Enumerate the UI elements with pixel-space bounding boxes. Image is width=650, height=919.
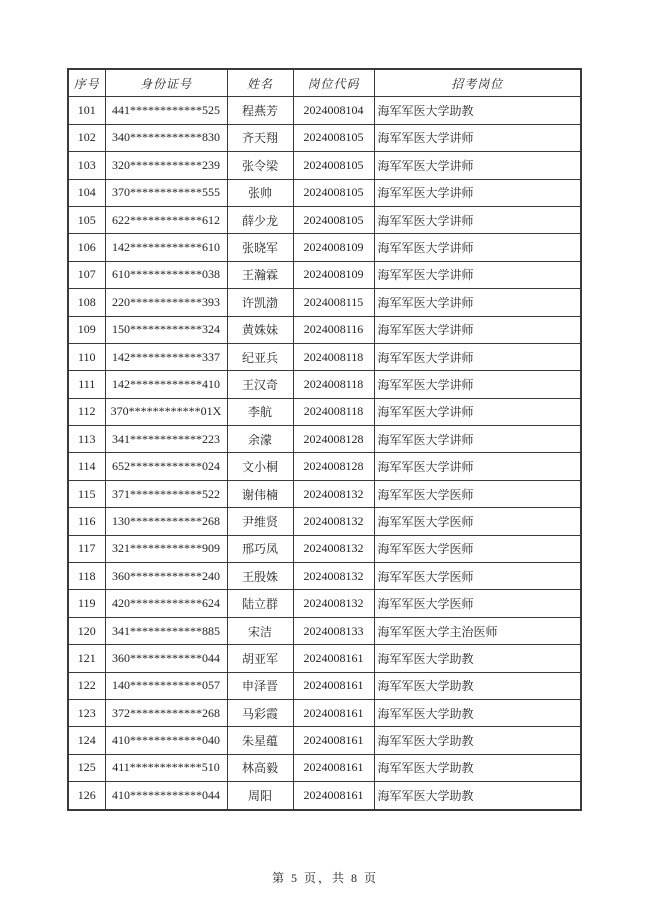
job-code-cell: 2024008109	[293, 261, 374, 288]
position-cell: 海军军医大学医师	[374, 590, 581, 617]
position-cell: 海军军医大学讲师	[374, 398, 581, 425]
job-code-cell: 2024008118	[293, 398, 374, 425]
id-number-cell: 142************610	[105, 234, 227, 261]
serial-column-header: 序号	[68, 69, 105, 97]
serial-cell: 126	[68, 782, 105, 810]
name-cell: 张晓军	[227, 234, 293, 261]
job-code-cell: 2024008118	[293, 371, 374, 398]
position-cell: 海军军医大学讲师	[374, 426, 581, 453]
table-row	[68, 782, 581, 810]
job-code-cell: 2024008161	[293, 699, 374, 726]
serial-cell: 115	[68, 480, 105, 507]
table-row	[68, 590, 581, 617]
table-body	[68, 97, 581, 810]
job-code-cell: 2024008105	[293, 206, 374, 233]
name-cell: 余濛	[227, 426, 293, 453]
position-cell: 海军军医大学讲师	[374, 343, 581, 370]
job-code-cell: 2024008132	[293, 563, 374, 590]
serial-cell: 117	[68, 535, 105, 562]
serial-cell: 119	[68, 590, 105, 617]
serial-cell: 107	[68, 261, 105, 288]
job-code-cell: 2024008161	[293, 645, 374, 672]
job-code-cell: 2024008116	[293, 316, 374, 343]
id-number-cell: 360************240	[105, 563, 227, 590]
job-code-cell: 2024008118	[293, 343, 374, 370]
table-row	[68, 645, 581, 672]
id-number-cell: 411************510	[105, 754, 227, 781]
job-code-cell: 2024008128	[293, 453, 374, 480]
job-code-cell: 2024008132	[293, 590, 374, 617]
name-cell: 申泽晋	[227, 672, 293, 699]
id-number-cell: 371************522	[105, 480, 227, 507]
name-cell: 陆立群	[227, 590, 293, 617]
table-row	[68, 535, 581, 562]
table-row	[68, 234, 581, 261]
id-number-cell: 320************239	[105, 152, 227, 179]
job-code-cell: 2024008105	[293, 179, 374, 206]
position-cell: 海军军医大学助教	[374, 782, 581, 810]
name-cell: 马彩霞	[227, 699, 293, 726]
name-cell: 齐天翔	[227, 124, 293, 151]
position-cell: 海军军医大学医师	[374, 508, 581, 535]
name-cell: 林高毅	[227, 754, 293, 781]
position-cell: 海军军医大学讲师	[374, 179, 581, 206]
serial-cell: 121	[68, 645, 105, 672]
name-cell: 谢伟楠	[227, 480, 293, 507]
job-code-cell: 2024008104	[293, 97, 374, 124]
serial-cell: 114	[68, 453, 105, 480]
name-cell: 许凯渤	[227, 289, 293, 316]
job-code-cell: 2024008161	[293, 782, 374, 810]
job-code-cell: 2024008105	[293, 124, 374, 151]
id-number-cell: 370************555	[105, 179, 227, 206]
name-cell: 邢巧凤	[227, 535, 293, 562]
position-cell: 海军军医大学主治医师	[374, 617, 581, 644]
id-number-cell: 360************044	[105, 645, 227, 672]
job-code-cell: 2024008132	[293, 535, 374, 562]
id-number-cell: 610************038	[105, 261, 227, 288]
name-cell: 王殷姝	[227, 563, 293, 590]
id-number-cell: 652************024	[105, 453, 227, 480]
serial-cell: 111	[68, 371, 105, 398]
position-cell: 海军军医大学助教	[374, 727, 581, 754]
id-number-cell: 130************268	[105, 508, 227, 535]
position-cell: 海军军医大学讲师	[374, 152, 581, 179]
serial-cell: 123	[68, 699, 105, 726]
serial-cell: 101	[68, 97, 105, 124]
serial-cell: 118	[68, 563, 105, 590]
job-code-cell: 2024008132	[293, 480, 374, 507]
table-row	[68, 480, 581, 507]
id-number-cell: 140************057	[105, 672, 227, 699]
table-row	[68, 453, 581, 480]
id-number-cell: 441************525	[105, 97, 227, 124]
table-row	[68, 727, 581, 754]
position-cell: 海军军医大学助教	[374, 672, 581, 699]
table-header-row	[68, 69, 581, 97]
position-cell: 海军军医大学医师	[374, 480, 581, 507]
serial-cell: 105	[68, 206, 105, 233]
table-row	[68, 179, 581, 206]
job-code-cell: 2024008109	[293, 234, 374, 261]
id-number-cell: 321************909	[105, 535, 227, 562]
serial-cell: 122	[68, 672, 105, 699]
position-cell: 海军军医大学医师	[374, 563, 581, 590]
serial-cell: 116	[68, 508, 105, 535]
name-cell: 程燕芳	[227, 97, 293, 124]
id-number-cell: 341************885	[105, 617, 227, 644]
recruitment-roster-table	[67, 68, 582, 811]
name-cell: 王瀚霖	[227, 261, 293, 288]
position-cell: 海军军医大学助教	[374, 97, 581, 124]
table-row	[68, 563, 581, 590]
table-row	[68, 261, 581, 288]
name-cell: 宋洁	[227, 617, 293, 644]
id-number-cell: 420************624	[105, 590, 227, 617]
job-code-cell: 2024008105	[293, 152, 374, 179]
table-row	[68, 316, 581, 343]
serial-cell: 120	[68, 617, 105, 644]
job-code-cell: 2024008161	[293, 754, 374, 781]
job-code-cell: 2024008161	[293, 672, 374, 699]
serial-cell: 109	[68, 316, 105, 343]
id-number-column-header: 身份证号	[105, 69, 227, 97]
position-cell: 海军军医大学讲师	[374, 261, 581, 288]
id-number-cell: 370************01X	[105, 398, 227, 425]
id-number-cell: 622************612	[105, 206, 227, 233]
name-cell: 薛少龙	[227, 206, 293, 233]
page-number-footer: 第 5 页，共 8 页	[271, 871, 378, 885]
name-cell: 纪亚兵	[227, 343, 293, 370]
name-cell: 尹维贤	[227, 508, 293, 535]
serial-cell: 110	[68, 343, 105, 370]
table-row	[68, 398, 581, 425]
position-column-header: 招考岗位	[374, 69, 581, 97]
table-row	[68, 754, 581, 781]
name-cell: 朱星蕴	[227, 727, 293, 754]
name-column-header: 姓名	[227, 69, 293, 97]
name-cell: 文小桐	[227, 453, 293, 480]
name-cell: 王汉奇	[227, 371, 293, 398]
job-code-cell: 2024008128	[293, 426, 374, 453]
job-code-cell: 2024008133	[293, 617, 374, 644]
position-cell: 海军军医大学讲师	[374, 316, 581, 343]
position-cell: 海军军医大学医师	[374, 535, 581, 562]
job-code-cell: 2024008132	[293, 508, 374, 535]
job-code-column-header: 岗位代码	[293, 69, 374, 97]
table-row	[68, 343, 581, 370]
id-number-cell: 372************268	[105, 699, 227, 726]
id-number-cell: 150************324	[105, 316, 227, 343]
position-cell: 海军军医大学助教	[374, 645, 581, 672]
name-cell: 李航	[227, 398, 293, 425]
table-row	[68, 672, 581, 699]
serial-cell: 102	[68, 124, 105, 151]
id-number-cell: 142************410	[105, 371, 227, 398]
position-cell: 海军军医大学讲师	[374, 289, 581, 316]
position-cell: 海军军医大学讲师	[374, 234, 581, 261]
position-cell: 海军军医大学讲师	[374, 206, 581, 233]
table-row	[68, 371, 581, 398]
serial-cell: 113	[68, 426, 105, 453]
name-cell: 张令梁	[227, 152, 293, 179]
id-number-cell: 220************393	[105, 289, 227, 316]
table-row	[68, 699, 581, 726]
name-cell: 张帅	[227, 179, 293, 206]
position-cell: 海军军医大学讲师	[374, 371, 581, 398]
serial-cell: 106	[68, 234, 105, 261]
name-cell: 周阳	[227, 782, 293, 810]
table-row	[68, 124, 581, 151]
position-cell: 海军军医大学讲师	[374, 453, 581, 480]
id-number-cell: 341************223	[105, 426, 227, 453]
name-cell: 胡亚军	[227, 645, 293, 672]
name-cell: 黄姝妹	[227, 316, 293, 343]
table-row	[68, 289, 581, 316]
table-row	[68, 152, 581, 179]
job-code-cell: 2024008115	[293, 289, 374, 316]
serial-cell: 125	[68, 754, 105, 781]
id-number-cell: 340************830	[105, 124, 227, 151]
table-row	[68, 206, 581, 233]
position-cell: 海军军医大学助教	[374, 754, 581, 781]
id-number-cell: 410************040	[105, 727, 227, 754]
serial-cell: 104	[68, 179, 105, 206]
id-number-cell: 142************337	[105, 343, 227, 370]
serial-cell: 108	[68, 289, 105, 316]
position-cell: 海军军医大学助教	[374, 699, 581, 726]
table-row	[68, 508, 581, 535]
table-row	[68, 426, 581, 453]
serial-cell: 103	[68, 152, 105, 179]
table-row	[68, 97, 581, 124]
position-cell: 海军军医大学讲师	[374, 124, 581, 151]
id-number-cell: 410************044	[105, 782, 227, 810]
serial-cell: 124	[68, 727, 105, 754]
table-row	[68, 617, 581, 644]
serial-cell: 112	[68, 398, 105, 425]
job-code-cell: 2024008161	[293, 727, 374, 754]
